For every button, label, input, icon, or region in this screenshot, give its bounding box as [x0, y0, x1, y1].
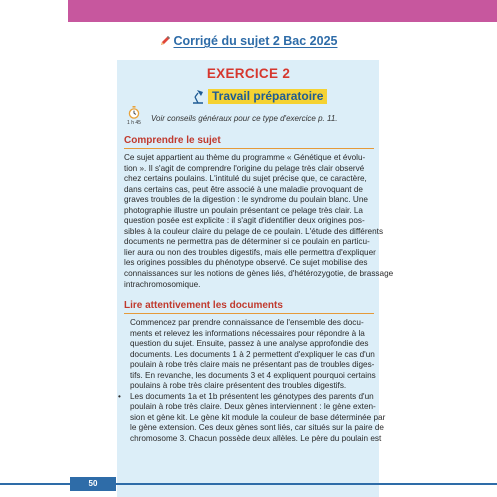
text-line: poulain à robe très claire. Deux gènes interviennent : le gène exten-	[130, 402, 376, 412]
text-line: graves troubles de la digestion : le syndrome du poulain blanc. Une	[124, 195, 368, 205]
text-line: chez certains poulains. L'intitulé du sujet précise que, ce caractère,	[124, 174, 367, 184]
stopwatch-icon	[128, 106, 140, 119]
pencil-icon	[160, 35, 171, 49]
text-line: tion ». Il s'agit de comprendre l'origine du pelage très clair observé	[124, 163, 365, 173]
text-line: intrachromosomique.	[124, 279, 201, 289]
text-line: Ce sujet appartient au thème du programme « Génétique et évolu-	[124, 153, 366, 162]
text-line: poulains à robe très claire présentent des troubles digestifs.	[130, 381, 347, 391]
text-line: les origines possibles du phénotype observé. Ce sujet mobilise des	[124, 258, 368, 268]
timer-duration: 1 h 45	[127, 120, 141, 126]
header-title: Corrigé du sujet 2 Bac 2025	[173, 34, 338, 48]
bullet-item	[118, 391, 376, 403]
advice-text: Voir conseils généraux pour ce type d'exercice p. 11.	[151, 114, 338, 123]
text-line: sion et gène kit. Le gène kit module la couleur de base déterminée par	[130, 412, 386, 422]
lamp-icon	[190, 88, 206, 104]
bullet-marker: •	[118, 391, 121, 401]
text-line: documents. Les documents 1 à 2 permettent d'expliquer le cas d'un	[130, 349, 375, 359]
section-rule	[124, 148, 374, 149]
text-line: le gène extension. Ces deux gènes sont liés, car situés sur la paire de	[130, 423, 384, 433]
text-line: Les documents 1a et 1b présentent les génotypes des parents d'un	[130, 391, 374, 401]
text-line: lier aura ou non des troubles digestifs, mais elle permettra d'expliquer	[124, 247, 376, 257]
section-title-lire: Lire attentivement les documents	[124, 300, 283, 311]
prep-label: Travail préparatoire	[208, 89, 327, 104]
text-line: connaissances sur les notions de gènes liés, d'hétérozygotie, de brassage	[124, 269, 394, 279]
text-line: question posée est explicite : il s'agit d'identifier deux origines pos-	[124, 216, 365, 226]
text-line: sibles à la couleur claire du pelage de ce poulain. L'étude des différents	[124, 226, 384, 236]
text-line: question du sujet. Ensuite, passez à une analyse approfondie des	[130, 339, 369, 349]
section1-paragraph	[124, 153, 394, 290]
section2-paragraph	[118, 318, 386, 445]
text-line: documents ne permettra pas de déterminer si ce poulain en particu-	[124, 237, 370, 247]
page-number: 50	[70, 477, 116, 491]
timer	[124, 106, 144, 126]
text-line: chromosome 3. Chacun possède deux allèles. Le père du poulain est	[130, 434, 382, 444]
text-line: tifs. En revanche, les documents 3 et 4 expliquent pourquoi certains	[130, 370, 376, 380]
section-rule	[124, 313, 374, 314]
section-title-comprendre: Comprendre le sujet	[124, 135, 221, 146]
text-line: photographie illustre un poulain présentant ce pelage très clair. La	[124, 205, 363, 215]
top-color-band	[68, 0, 497, 22]
text-line: poulain à robe très claire mais ne présentant pas de troubles diges-	[130, 360, 375, 370]
text-line: dans certains cas, peut être associé à une maladie provoquant de	[124, 184, 363, 194]
text-line: ments et relevez les informations nécessaires pour répondre à la	[130, 328, 365, 338]
text-line: Commencez par prendre connaissance de l'ensemble des docu-	[130, 318, 364, 327]
page-header	[0, 34, 497, 49]
exercise-title: EXERCICE 2	[206, 66, 291, 81]
prep-heading	[190, 88, 327, 104]
